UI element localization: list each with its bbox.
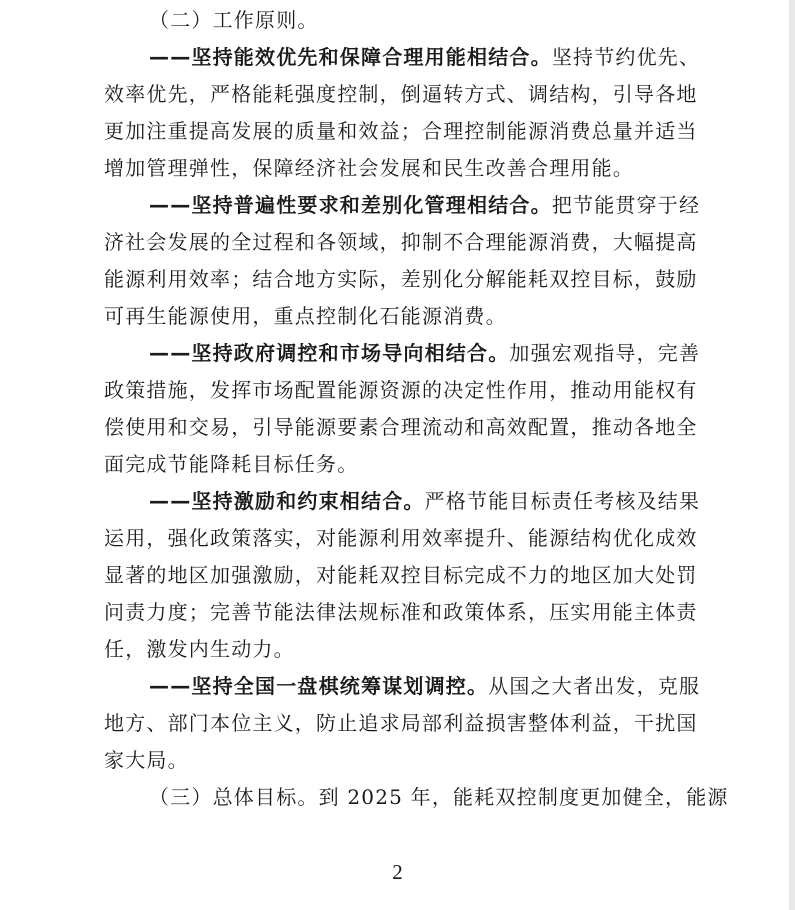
- paragraph-first-line: [104, 187, 701, 224]
- paragraph-line: 更加注重提高发展的质量和效益；合理控制能源消费总量并适当: [104, 119, 698, 143]
- principle-title: ——坚持能效优先和保障合理用能相结合。: [149, 45, 552, 69]
- principle-paragraph-3: [104, 335, 701, 483]
- principle-title: ——坚持激励和约束相结合。: [149, 489, 425, 513]
- paragraph-first-line: [104, 668, 701, 705]
- paragraph-line: 运用，强化政策落实，对能源利用效率提升、能源结构优化成效: [104, 526, 698, 550]
- principle-title: ——坚持普遍性要求和差别化管理相结合。: [149, 193, 552, 217]
- paragraph-line: 增加管理弹性，保障经济社会发展和民生改善合理用能。: [104, 156, 634, 180]
- paragraph-text: 坚持节约优先、: [551, 45, 701, 69]
- principle-paragraph-2: [104, 187, 701, 335]
- paragraph-text: 加强宏观指导，完善: [509, 341, 701, 365]
- paragraph-line: 显著的地区加强激励，对能耗双控目标完成不力的地区加大处罚: [104, 563, 698, 587]
- page-number: 2: [392, 860, 403, 884]
- paragraph-line: 济社会发展的全过程和各领域，抑制不合理能源消费，大幅提高: [104, 230, 698, 254]
- paragraph-line: 任，激发内生动力。: [104, 637, 295, 661]
- paragraph-line: 问责力度；完善节能法律法规标准和政策体系，压实用能主体责: [104, 600, 698, 624]
- paragraph-line: 偿使用和交易，引导能源要素合理流动和高效配置，推动各地全: [104, 415, 698, 439]
- section-two-heading: （二）工作原则。: [149, 8, 319, 32]
- paragraph-text: 把节能贯穿于经: [551, 193, 701, 217]
- paragraph-text: 从国之大者出发，克服: [488, 674, 701, 698]
- section-three-line: [104, 779, 729, 816]
- paragraph-line: 效率优先，严格能耗强度控制，倒逼转方式、调结构，引导各地: [104, 82, 698, 106]
- paragraph-line: 能源利用效率；结合地方实际，差别化分解能耗双控目标，鼓励: [104, 267, 698, 291]
- paragraph-first-line: [104, 39, 701, 76]
- principle-title: ——坚持政府调控和市场导向相结合。: [149, 341, 510, 365]
- document-body: [104, 0, 729, 816]
- principle-paragraph-1: [104, 39, 701, 187]
- paragraph-line: 可再生能源使用，重点控制化石能源消费。: [104, 304, 507, 328]
- section-three-heading: （三）总体目标。: [149, 785, 319, 809]
- principle-paragraph-5: [104, 668, 701, 779]
- principle-title: ——坚持全国一盘棋统筹谋划调控。: [149, 674, 489, 698]
- paragraph-line: 政策措施，发挥市场配置能源资源的决定性作用，推动用能权有: [104, 378, 698, 402]
- paragraph-first-line: [104, 483, 701, 520]
- page-edge-divider: [789, 0, 795, 910]
- section-three-text: 到 2025 年，能耗双控制度更加健全，能源: [318, 785, 729, 809]
- principle-paragraph-4: [104, 483, 701, 668]
- paragraph-line: 面完成节能降耗目标任务。: [104, 452, 359, 476]
- paragraph-line: 家大局。: [104, 748, 189, 772]
- paragraph-text: 严格节能目标责任考核及结果: [424, 489, 701, 513]
- paragraph-first-line: [104, 335, 701, 372]
- paragraph-line: 地方、部门本位主义，防止追求局部利益损害整体利益，干扰国: [104, 711, 698, 735]
